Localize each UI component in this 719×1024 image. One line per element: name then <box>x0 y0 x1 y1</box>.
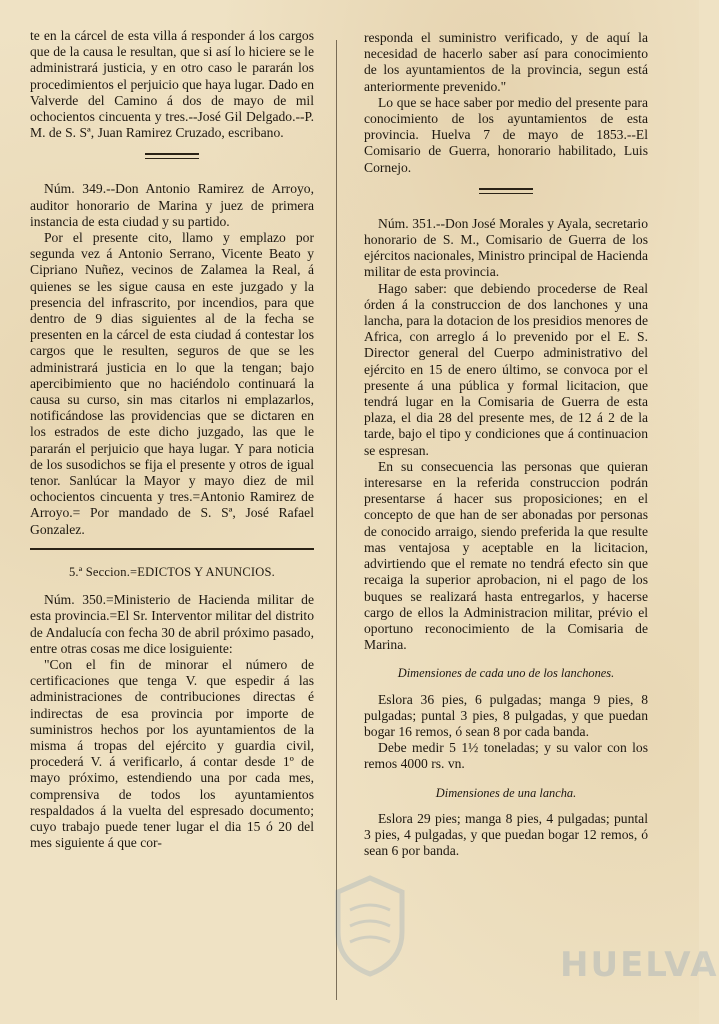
section-rule <box>30 548 314 550</box>
continued-paragraph: te en la cárcel de esta villa á responder á los cargos que de la causa le resultan, que si así lo hiciere se le administrará justicia, y en otro caso le pararán los procedimientos el perjuicio que haya lugar. Dado en Valverde del Camino á dos de mayo de mil ochocientos cincuenta y tres.--José Gil Delgado.--P. M. de S. Sª, Juan Ramirez Cruzado, escribano. <box>30 28 314 141</box>
seal-watermark-icon <box>220 870 520 980</box>
column-divider <box>336 40 337 1000</box>
notice-351-body-2: En su consecuencia las personas que quieran interesarse en la referida construccion podrán presentarse á hacer sus proposiciones; en el concepto de que han de ser abonadas por personas de conocido arraigo, siendo preferida la que resulte mas ventajosa y aceptable en la licitacion, advirtiendo que el remate no tendrá efecto sin que recaiga la superior aprobacion, ni el pago de los buques se realizará hasta entregarlos, y hacerse cargo de ellos la Administracion militar, prévio el oportuno reconocimiento de la Comisaria de Marina. <box>364 458 648 653</box>
left-column <box>30 28 314 851</box>
notice-349-body: Por el presente cito, llamo y emplazo por segunda vez á Antonio Serrano, Vicente Beato y Cipriano Nuñez, vecinos de Zalamea la Real, á quienes se les sigue causa en este juzgado y la presencia del infrascrito, por incendios, para que dentro de 9 dias siguientes al de la fecha se presenten en la cárcel de esta ciudad á contestar los cargos que le resulten, seguros de que se les administrará justicia en lo que la tengan; bajo apercibimiento que no haciéndolo continuará la causa su curso, sin mas citarlos ni emplazarlos, notificándose las providencias que se dictaren en los estrados de este dicho juzgado, las que le pararán el perjuicio que haya lugar. Y para noticia de los susodichos se fija el presente y otros de igual tenor. Sanlúcar la Mayor y mayo diez de mil ochocientos cincuenta y tres.=Antonio Ramirez de Arroyo.= Por mandado de S. Sª, José Rafael Gonzalez. <box>30 230 314 537</box>
notice-350-continued: responda el suministro verificado, y de aquí la necesidad de hacerlo saber así para conocimiento de los ayuntamientos de la provincia, segun está anteriormente prevenido." <box>364 30 648 94</box>
right-column <box>364 30 648 859</box>
notice-351-body: Hago saber: que debiendo procederse de Real órden á la construccion de dos lanchones y una lancha, para la dotacion de los presidios menores de Africa, con arreglo á lo prevenido por el E. S. Director general del Cuerpo administrativo del ejército en 15 de enero último, se convoca por el presente á una pública y formal licitacion, que tendrá lugar en la Comisaria de Guerra de esta plaza, el dia 28 del presente mes, de 12 á 2 de la tarde, bajo el tipo y condiciones que á continuacion se espresan. <box>364 280 648 458</box>
notice-350-heading: Núm. 350.=Ministerio de Hacienda militar de esta provincia.=El Sr. Interventor militar del distrito de Andalucía con fecha 30 de abril próximo pasado, entre otras cosas me dice losiguiente: <box>30 592 314 656</box>
lanchones-dimensions: Eslora 36 pies, 6 pulgadas; manga 9 pies, 8 pulgadas; puntal 3 pies, 8 pulgadas, y que puedan bogar 16 remos, ó sean 8 por cada banda. <box>364 691 648 739</box>
separator <box>479 188 533 194</box>
lanchones-measure: Debe medir 5 1½ toneladas; y su valor con los remos 4000 rs. vn. <box>364 740 648 772</box>
notice-349-heading: Núm. 349.--Don Antonio Ramirez de Arroyo, auditor honorario de Marina y juez de primera instancia de esta ciudad y su partido. <box>30 181 314 229</box>
lancha-dimensions: Eslora 29 pies; manga 8 pies, 4 pulgadas; puntal 3 pies, 4 pulgadas, y que puedan bogar 12 remos, ó sean 6 por banda. <box>364 810 648 859</box>
lancha-dimensions-title: Dimensiones de una lancha. <box>435 785 577 800</box>
notice-350-closing: Lo que se hace saber por medio del presente para conocimiento de los ayuntamientos de esta provincia. Huelva 7 de mayo de 1853.--El Comisario de Guerra, honorario habilitado, Luis Cornejo. <box>364 94 648 175</box>
notice-350-quote: "Con el fin de minorar el número de certificaciones que tenga V. que espedir á las administraciones de contribuciones directas é indirectas de esa provincia por importe de suministros hechos por los ayuntamientos de la misma á tropas del ejército y guardia civil, procederá V. á verificarlo, á contar desde 1º de mayo próximo, estendiendo una por cada mes, comprensiva de todos los ayuntamientos respaldados á la vuelta del espresado documento; cuyo trabajo puede tener lugar el dia 15 ó 20 del mes siguiente á que cor- <box>30 656 314 851</box>
separator <box>145 153 199 159</box>
lanchones-dimensions-title: Dimensiones de cada uno de los lanchones. <box>397 666 615 681</box>
notice-351-heading: Núm. 351.--Don José Morales y Ayala, secretario honorario de S. M., Comisario de Guerra de los ejércitos nacionales, Ministro principal de Hacienda militar de esta provincia. <box>364 215 648 280</box>
watermark-text: HUELVA <box>560 945 719 985</box>
section-title: 5.ª Seccion.=EDICTOS Y ANUNCIOS. <box>68 564 275 579</box>
